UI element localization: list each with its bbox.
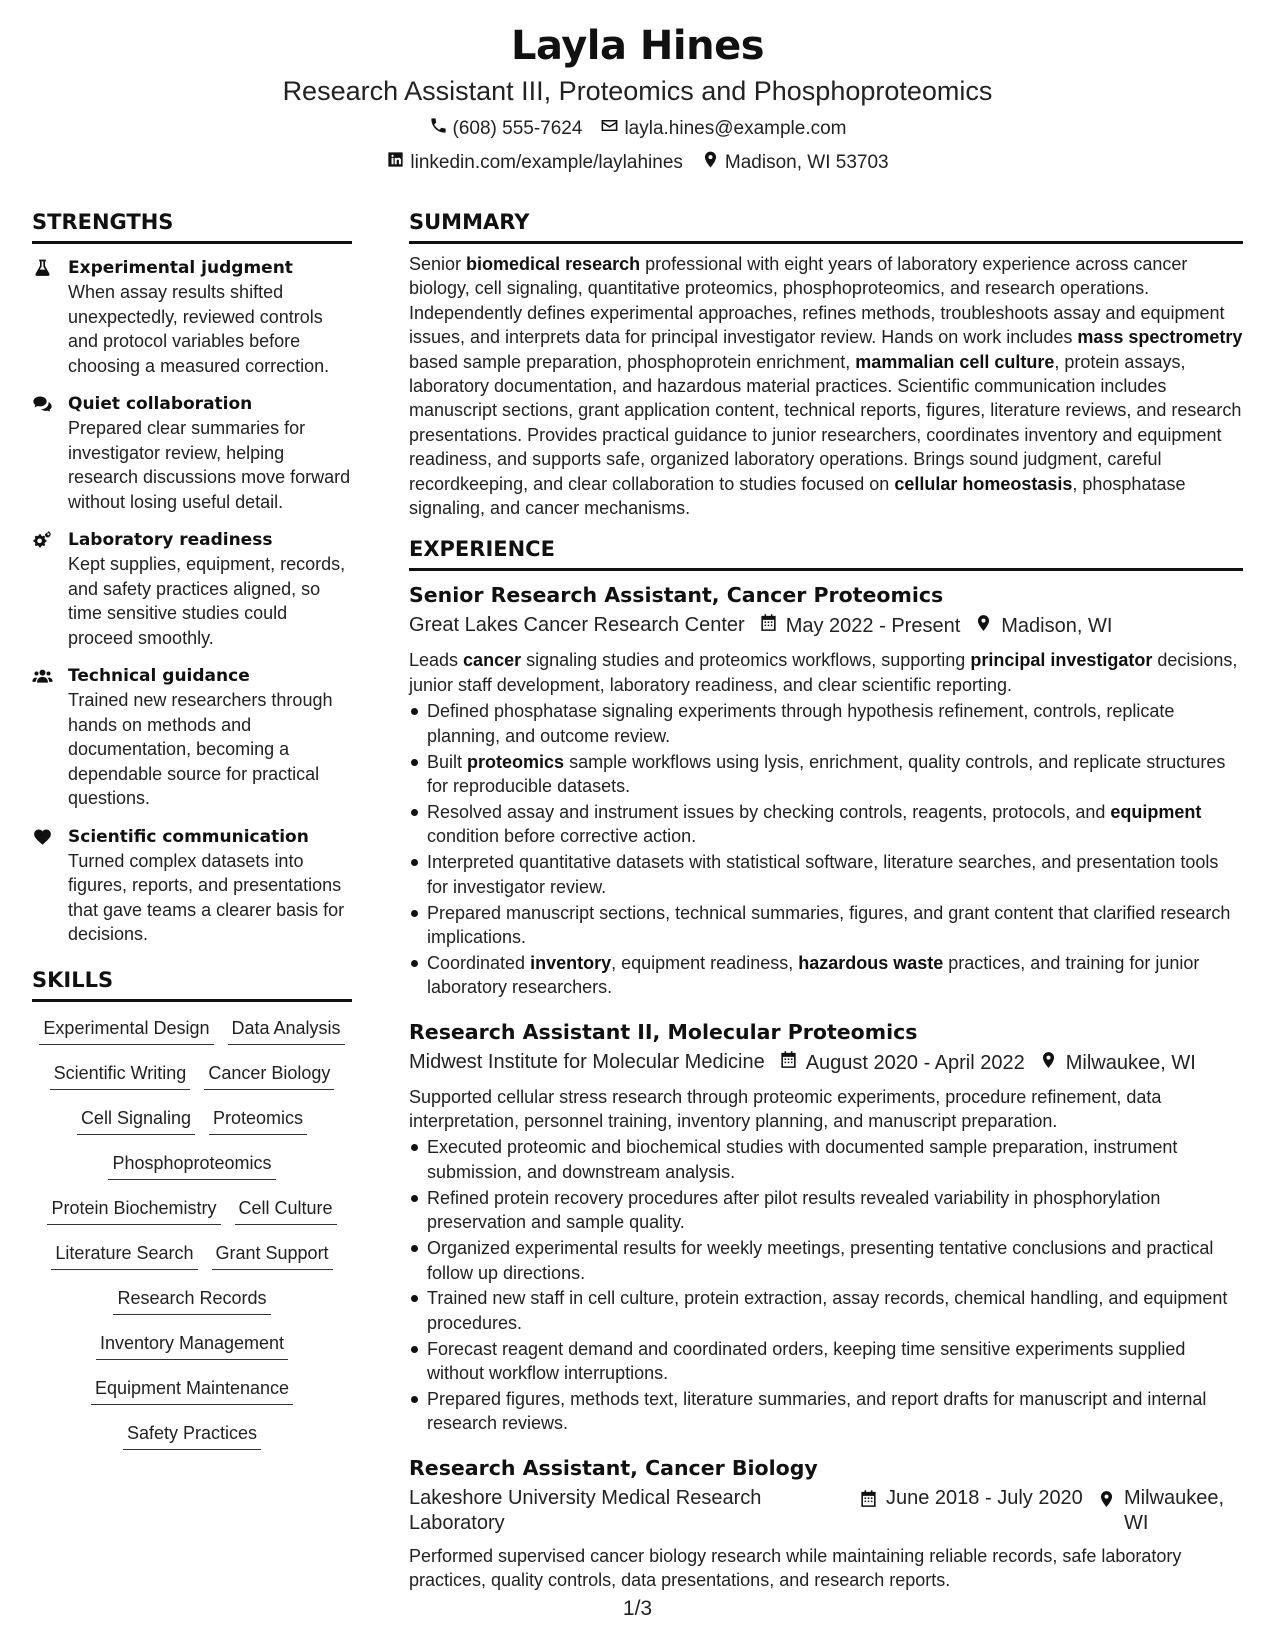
- location-text: Madison, WI 53703: [724, 152, 889, 173]
- role-location-text: Milwaukee, WI: [1065, 1051, 1196, 1074]
- text-segment: Forecast reagent demand and coordinated orders, keeping time sensitive experiments supplied without workflow interruptions.: [427, 1338, 1186, 1384]
- role-dates: [759, 613, 961, 640]
- linkedin-contact[interactable]: [386, 150, 682, 176]
- role-meta: [409, 613, 1243, 640]
- calendar-icon: [859, 1486, 878, 1516]
- text-segment: condition before corrective action.: [427, 826, 697, 847]
- skill-row: [32, 1284, 352, 1315]
- envelope-icon: [600, 116, 619, 142]
- skill-row: [32, 1329, 352, 1360]
- bullet-item: [409, 901, 1243, 950]
- experience-heading: EXPERIENCE: [409, 534, 1243, 571]
- strength-item: [32, 825, 352, 947]
- skill-tag: Equipment Maintenance: [91, 1374, 293, 1405]
- skill-row: [32, 1014, 352, 1045]
- users-icon: [32, 664, 58, 811]
- skill-tag: Scientific Writing: [50, 1059, 191, 1090]
- contact-row-2: [0, 150, 1275, 176]
- bullet-item: [409, 750, 1243, 799]
- strength-desc: Trained new researchers through hands on methods and documentation, becoming a dependable source for practical questions.: [68, 690, 333, 808]
- role-location-text: Milwaukee, WI: [1124, 1486, 1225, 1534]
- email-contact[interactable]: [600, 116, 846, 142]
- skill-tag: Phosphoproteomics: [108, 1149, 275, 1180]
- text-segment: Refined protein recovery procedures after pilot results revealed variability in phosphorylation preservation and sample quality.: [427, 1187, 1161, 1233]
- role-title: Research Assistant II, Molecular Proteomics: [409, 1019, 918, 1044]
- role-org: Great Lakes Cancer Research Center: [409, 614, 745, 637]
- role-description: [409, 648, 1243, 697]
- skill-tag: Inventory Management: [96, 1329, 288, 1360]
- role-org: Midwest Institute for Molecular Medicine: [409, 1050, 765, 1073]
- bold-text: principal investigator: [970, 650, 1153, 671]
- text-segment: signaling studies and proteomics workflows, supporting: [521, 650, 971, 671]
- strength-title: Laboratory readiness: [68, 530, 273, 550]
- text-segment: , equipment readiness,: [611, 952, 799, 973]
- text-segment: Senior: [409, 254, 467, 274]
- bold-text: mammalian cell culture: [855, 351, 1055, 372]
- linkedin-icon: [386, 150, 405, 176]
- skill-tag: Protein Biochemistry: [47, 1194, 220, 1225]
- role-dates-text: August 2020 - April 2022: [805, 1051, 1025, 1074]
- left-column: [32, 207, 352, 1464]
- map-pin-icon: [1039, 1050, 1058, 1077]
- skills-section: [32, 965, 352, 1450]
- phone-icon: [429, 116, 448, 142]
- role-location: [1097, 1486, 1227, 1536]
- skill-tag: Cell Signaling: [77, 1104, 195, 1135]
- role-dates-text: May 2022 - Present: [785, 615, 961, 638]
- map-pin-icon: [974, 613, 993, 640]
- strength-item: [32, 256, 352, 378]
- skill-row: [32, 1104, 352, 1135]
- role-location-text: Madison, WI: [1001, 615, 1113, 638]
- contact-row-1: [0, 116, 1275, 142]
- strength-desc: Kept supplies, equipment, records, and safety practices aligned, so time sensitive studies could proceed smoothly.: [68, 554, 346, 648]
- experience-role: [409, 581, 1243, 999]
- text-segment: Interpreted quantitative datasets with statistical software, literature searches, and presentation tools for investigator review.: [427, 852, 1219, 897]
- bold-text: biomedical research: [466, 254, 641, 274]
- heart-icon: [32, 825, 58, 947]
- skills-grid: [32, 1014, 352, 1450]
- role-meta: [409, 1486, 1243, 1536]
- calendar-icon: [779, 1050, 798, 1077]
- strength-title: Scientific communication: [68, 826, 309, 847]
- skill-tag: Literature Search: [51, 1239, 197, 1270]
- bullet-item: [409, 951, 1243, 1000]
- linkedin-text: linkedin.com/example/laylahines: [410, 152, 683, 173]
- text-segment: Supported cellular stress research through proteomic experiments, procedure refinement, data interpretation, personnel training, inventory planning, and manuscript preparation.: [409, 1086, 1162, 1132]
- calendar-icon: [759, 613, 778, 640]
- bold-text: inventory: [530, 952, 612, 973]
- text-segment: Organized experimental results for weekly meetings, presenting tentative conclusions and practical follow up directions.: [427, 1238, 1214, 1283]
- role-dates: [859, 1486, 1087, 1536]
- bold-text: hazardous waste: [798, 952, 944, 973]
- text-segment: , protein assays, laboratory documentation, and hazardous material practices. Scientific communication includes manuscript sections, grant application content, technical reports, figures, literature reviews, and research presentations. Provides practical guidance to junior researchers, coordinates inventory and equipment readiness, and supports safe, organized laboratory operations. Brings sound judgment, careful recordkeeping, and clear collaboration to studies focused on: [409, 351, 1242, 494]
- flask-icon: [32, 256, 58, 378]
- strength-title: Experimental judgment: [68, 258, 293, 278]
- strength-title: Quiet collaboration: [68, 394, 253, 414]
- text-segment: Defined phosphatase signaling experiments through hypothesis refinement, controls, replicate planning, and outcome review.: [427, 701, 1175, 746]
- text-segment: Built: [427, 751, 468, 772]
- bullet-item: [409, 1387, 1243, 1436]
- role-description: [409, 1544, 1243, 1593]
- bullet-item: [409, 1236, 1243, 1285]
- strength-title: Technical guidance: [68, 666, 250, 686]
- text-segment: Performed supervised cancer biology research while maintaining reliable records, safe laboratory practices, quality controls, data presentations, and research reports.: [409, 1545, 1182, 1591]
- strengths-list: [32, 256, 352, 947]
- role-title: Research Assistant, Cancer Biology: [409, 1455, 818, 1480]
- bullet-item: [409, 850, 1243, 899]
- text-segment: professional with eight years of laboratory experience across cancer biology, cell signaling, quantitative proteomics, phosphoproteomics, and research operations. Independently defines experimental approaches, refines methods, troubleshoots assay and equipment issues, and interprets data for principal investigator review. Hands on work includes: [409, 254, 1225, 348]
- text-segment: Prepared manuscript sections, technical summaries, figures, and grant content that clarified research implications.: [427, 902, 1231, 947]
- text-segment: practices, and training for junior laboratory researchers.: [427, 952, 1200, 998]
- role-dates: [779, 1050, 1025, 1077]
- skill-row: [32, 1419, 352, 1450]
- strength-item: [32, 664, 352, 811]
- bold-text: cellular homeostasis: [894, 473, 1073, 494]
- candidate-name: Layla Hines: [510, 23, 765, 69]
- skill-tag: Data Analysis: [228, 1014, 345, 1045]
- map-pin-icon: [1097, 1486, 1116, 1516]
- right-column: [409, 207, 1243, 1593]
- text-segment: Executed proteomic and biochemical studies with documented sample preparation, instrument submission, and downstream analysis.: [427, 1137, 1178, 1182]
- skill-row: [32, 1239, 352, 1270]
- role-dates-text: June 2018 - July 2020: [886, 1486, 1083, 1509]
- summary-heading: SUMMARY: [409, 207, 1243, 244]
- skill-row: [32, 1059, 352, 1090]
- bullet-item: [409, 800, 1243, 849]
- skill-row: [32, 1194, 352, 1225]
- strength-item: [32, 528, 352, 650]
- bullet-item: [409, 1186, 1243, 1235]
- skill-tag: Cell Culture: [235, 1194, 337, 1225]
- resume-header: [0, 18, 1275, 176]
- role-meta: [409, 1050, 1243, 1077]
- role-title: Senior Research Assistant, Cancer Proteomics: [409, 583, 944, 608]
- phone-text: (608) 555-7624: [452, 118, 583, 139]
- bold-text: mass spectrometry: [1077, 327, 1243, 348]
- strength-desc: Turned complex datasets into figures, reports, and presentations that gave teams a clearer basis for decisions.: [68, 850, 345, 944]
- skills-heading: SKILLS: [32, 965, 352, 1002]
- text-segment: sample workflows using lysis, enrichment, quality controls, and replicate structures for reproducible datasets.: [427, 751, 1226, 796]
- experience-section: [409, 534, 1243, 1592]
- strength-item: [32, 392, 352, 514]
- bullet-item: [409, 699, 1243, 748]
- text-segment: Prepared figures, methods text, literature summaries, and report drafts for manuscript and internal research reviews.: [427, 1389, 1207, 1434]
- candidate-headline: Research Assistant III, Proteomics and Phosphoproteomics: [282, 76, 993, 106]
- text-segment: Resolved assay and instrument issues by checking controls, reagents, protocols, and: [427, 801, 1111, 822]
- skill-tag: Cancer Biology: [204, 1059, 334, 1090]
- summary-text: [409, 252, 1243, 520]
- comments-icon: [32, 392, 58, 514]
- role-location: [974, 613, 1112, 640]
- bullet-item: [409, 1286, 1243, 1335]
- strength-desc: When assay results shifted unexpectedly, reviewed controls and protocol variables before choosing a measured correction.: [68, 282, 330, 376]
- experience-role: [409, 1454, 1243, 1593]
- phone-contact[interactable]: [429, 116, 583, 142]
- skill-tag: Grant Support: [212, 1239, 333, 1270]
- text-segment: Leads: [409, 650, 464, 671]
- bold-text: proteomics: [467, 751, 565, 772]
- skill-tag: Research Records: [113, 1284, 270, 1315]
- role-location: [1039, 1050, 1196, 1077]
- bold-text: cancer: [463, 650, 522, 671]
- gears-icon: [32, 528, 58, 650]
- experience-role: [409, 1018, 1243, 1436]
- text-segment: decisions, junior staff development, laboratory readiness, and clear scientific reporting.: [409, 650, 1238, 695]
- role-org: Lakeshore University Medical Research Laboratory: [409, 1486, 762, 1534]
- bold-text: equipment: [1110, 801, 1202, 822]
- strengths-heading: STRENGTHS: [32, 207, 352, 244]
- role-bullets: [409, 1135, 1243, 1435]
- map-pin-icon: [701, 150, 720, 176]
- role-bullets: [409, 699, 1243, 999]
- strength-desc: Prepared clear summaries for investigator review, helping research discussions move forward without losing useful detail.: [68, 418, 351, 512]
- bullet-item: [409, 1337, 1243, 1386]
- page-number: 1/3: [622, 1597, 653, 1620]
- text-segment: based sample preparation, phosphoprotein enrichment,: [409, 351, 856, 372]
- text-segment: , phosphatase signaling, and cancer mechanisms.: [409, 473, 1186, 519]
- skill-tag: Proteomics: [209, 1104, 307, 1135]
- bullet-item: [409, 1135, 1243, 1184]
- text-segment: Coordinated: [427, 952, 531, 973]
- role-description: [409, 1085, 1243, 1134]
- skill-row: [32, 1374, 352, 1405]
- text-segment: Trained new staff in cell culture, protein extraction, assay records, chemical handling, and equipment procedures.: [427, 1288, 1228, 1333]
- email-text: layla.hines@example.com: [624, 118, 847, 139]
- skill-tag: Safety Practices: [123, 1419, 261, 1450]
- skill-tag: Experimental Design: [39, 1014, 213, 1045]
- skill-row: [32, 1149, 352, 1180]
- location-contact: [701, 150, 889, 176]
